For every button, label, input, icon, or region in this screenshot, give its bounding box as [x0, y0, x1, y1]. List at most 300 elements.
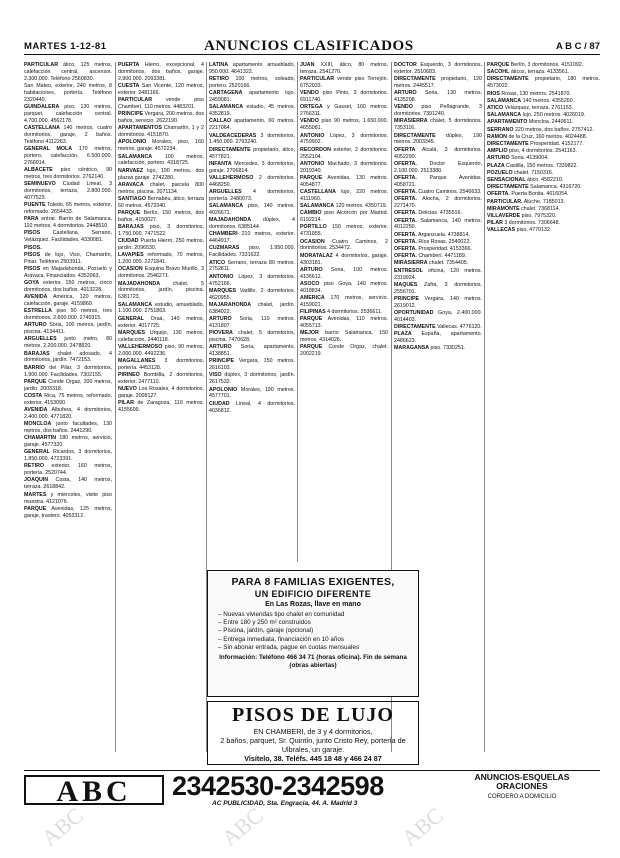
ad-keyword: ARGUELLES [24, 336, 57, 343]
ad-text: exterior, 160 metros, portería. 2520744. [24, 463, 112, 477]
classified-ad [118, 316, 204, 330]
ad-text: exterior, 150 metros, cinco dormitorios, dos baños. 4013228. [24, 279, 112, 293]
classified-ad [118, 400, 204, 414]
ad-text: Chamartín, 1 y 2 dormitorios. 4151870. [118, 125, 204, 139]
classified-ad [487, 177, 600, 184]
ad-keyword: DOCTOR [394, 62, 417, 68]
ad-text: San Mateo, exterior, 240 metros, 8 habitaciones, portería. Teléfono 2320440. [24, 83, 112, 103]
ad-keyword: DIRECTAMENTE [487, 140, 529, 147]
ad-text: Prosperidad. 4153366. [416, 246, 472, 253]
classified-ad [118, 302, 204, 316]
ad-keyword: JUAN [300, 62, 315, 68]
ad-text: propietario, ático, 4577821. [209, 146, 295, 160]
ad-keyword: AMERICA [300, 294, 325, 301]
ad-keyword: SALAMANCA [118, 301, 153, 308]
ad-keyword: VENDO [300, 118, 319, 125]
ad-text: Avenidas, 125 metros, garaje, trastero. 4053312. [24, 505, 112, 519]
ad-keyword: BARRIO [24, 364, 45, 371]
page-footer [24, 770, 600, 811]
ad-text: España, apartamento. 2486623. [394, 331, 482, 345]
ad-contact-info: Información: Teléfono 466 34 71 (horas oficina). Fin de semana (obras abiertas) [219, 654, 407, 670]
classified-ad [487, 199, 600, 206]
ad-keyword: DIRECTAMENTE [394, 324, 436, 331]
ad-keyword: MIRASIERRA [394, 118, 428, 125]
ad-keyword: PISOS [24, 251, 41, 258]
ad-text: Machado, 3 dormitorios. 2019340. [300, 160, 388, 174]
classified-ad [209, 161, 295, 175]
classified-ad [209, 401, 295, 415]
classified-ad [394, 147, 482, 161]
ad-keyword: PRINCIPE [209, 358, 235, 365]
ad-keyword: LATINA [209, 62, 229, 68]
ad-text: Soria, 130 metros. 4135208. [394, 90, 482, 104]
ad-text: Mercedes, 3 dormitorios, garaje. 2706814. [209, 160, 295, 174]
ad-text: Toledo, 65 metros, exterior, reformado. 2654433. [24, 202, 112, 216]
classified-ad [24, 393, 112, 407]
classified-ad [487, 119, 600, 126]
ad-keyword: ENTRESOL [394, 267, 423, 274]
classified-ad [300, 175, 388, 189]
classified-ad [394, 118, 482, 132]
ad-text: Costa, 140 metros, terraza. 2618842. [24, 477, 112, 491]
ad-keyword: SACOHL [487, 69, 510, 76]
ad-text: Rosas, 130 metros. 2541870. [499, 90, 571, 97]
ad-keyword: GENERAL [118, 315, 144, 322]
ad-keyword: MAQUES [394, 281, 418, 288]
ad-keyword: RETIRO [24, 463, 45, 470]
classified-ad [24, 435, 112, 449]
pisos-de-lujo-display-ad [207, 701, 419, 765]
ad-title: PISOS DE LUJO [232, 704, 394, 726]
ad-text: 100 metros, calefacción, portero. 4318725. [118, 153, 204, 167]
ad-keyword: PARTICULAR. [487, 198, 523, 205]
ad-keyword: OFERTA [394, 146, 416, 153]
ad-text: chalet. 7150316. [512, 169, 554, 176]
classified-ad [118, 386, 204, 400]
ad-text: reformado, 70 metros, 1.200.000. 2271841. [118, 252, 204, 266]
ad-text: Bombilla, 2 dormitorios, exterior. 2477110. [118, 372, 204, 386]
ad-text: 3 dormitorios, portería. 4453128. [118, 358, 204, 371]
classified-ad [118, 83, 204, 97]
classified-ad [209, 245, 295, 259]
ad-keyword: MAGALLANES [118, 358, 156, 364]
ad-text: Salamanca, 140 metros. 4012250. [394, 217, 482, 231]
classified-ad [24, 477, 112, 491]
ad-keyword: PARQUE [24, 505, 47, 512]
ad-keyword: CHAMARTIN [24, 435, 57, 442]
ad-text: barrio Salamanca, 150 metros. 4314026. [300, 330, 388, 344]
ad-text: Berlín, 150 metros, dos baños. 4150027. [118, 210, 204, 223]
ad-text: 3 dormitorios. 7306648. [502, 220, 561, 227]
ad-text: Ciudad Lineal, 3 dormitorios, terraza, 2.800.000. 4077523. [24, 181, 112, 201]
classified-ad [300, 239, 388, 253]
ad-keyword: OFERTA. [394, 160, 417, 167]
ad-text: Puerta Hierro, 250 metros, jardín. 2096530. [118, 238, 204, 252]
ad-text: oficina, 120 metros. 2319924. [394, 267, 482, 281]
ad-subheadline: UN EDIFICIO DIFERENTE [254, 589, 372, 599]
classified-ad [24, 407, 112, 421]
ad-keyword: AMPLIO [487, 148, 508, 155]
ad-keyword: ANTONIO [209, 273, 234, 280]
ad-text: chalet, jardín. 6384022. [209, 301, 295, 315]
ad-text: 4 dormitorios, garaje. 4303181. [300, 252, 388, 266]
ad-text: Soria, apartamento. 4138851. [209, 344, 295, 358]
ad-keyword: OFERTA. [394, 231, 417, 238]
ad-keyword: VENDO [300, 90, 319, 97]
classified-ad [394, 324, 482, 331]
classified-ad [300, 267, 388, 281]
ad-keyword: FILIPINAS [300, 309, 326, 316]
ad-text: Parque Avenidas. 4058721. [394, 174, 482, 188]
ad-keyword: ESTRELLA [24, 308, 52, 315]
classified-ad [300, 210, 388, 224]
classified-ad [300, 133, 388, 147]
ad-keyword: CARTAGENA [209, 90, 243, 97]
classified-ad [118, 111, 204, 125]
ad-text: Los Rosales, 4 dormitorios, garaje. 2008127. [118, 386, 204, 400]
ad-text: Vallecas. 4776120. [435, 324, 482, 331]
ad-keyword: PARTICULAR [300, 76, 335, 83]
ad-keyword: PILAR [487, 220, 503, 227]
ad-text: piso, 130 metros, parquet, calefacción central. 4.700.000. 4562178. [24, 104, 112, 124]
ad-text: chalet. 7368114. [519, 205, 560, 212]
ad-feature-list [208, 611, 418, 652]
obituary-label: ANUNCIOS-ESQUELAS [474, 772, 570, 782]
classified-ad [24, 294, 112, 308]
ad-keyword: CASTELLANA [300, 188, 336, 195]
ad-keyword: DIRECTAMENTE [209, 146, 251, 153]
ad-text: apartamento, 60 metros. 2217064. [209, 118, 295, 132]
ad-text: 140 metros. 4355260. [521, 97, 575, 104]
ad-keyword: MEJOR [300, 330, 319, 337]
classified-ad [300, 295, 388, 309]
ad-text: Serrano, terraza 80 metros. 2752811. [209, 259, 295, 273]
ad-text: piso Pinto, 3 dormitorios. 6911740. [300, 90, 388, 104]
ad-headline: PARA 8 FAMILIAS EXIGENTES, [231, 576, 395, 588]
classified-ad [24, 322, 112, 336]
classified-ad [300, 281, 388, 295]
ad-keyword: OFERTA. [394, 246, 417, 253]
ad-keyword: PUERTA [118, 62, 140, 68]
ad-keyword: MARAGANSA [394, 345, 430, 352]
page-number: A B C / 87 [556, 41, 600, 52]
classified-ad [118, 62, 204, 83]
ad-keyword: BARAJAS [24, 350, 50, 357]
ad-keyword: OFERTA. [394, 188, 417, 195]
ad-keyword: OFERTA. [394, 174, 417, 181]
ad-keyword: NUEVO [118, 386, 137, 393]
ad-text: piso, 3 dormitorios, 1.750.000. 7471522. [118, 224, 204, 238]
ad-keyword: APOLONIO [118, 139, 147, 146]
ad-text: 140 metros, cuatro dormitorios, garaje, 2 baños. Teléfono 4112263. [24, 125, 112, 145]
ad-keyword: PARQUE [24, 378, 47, 385]
ad-keyword: ATICO [209, 259, 226, 266]
classified-ad [394, 246, 482, 253]
classified-ad [24, 506, 112, 520]
classified-ad [394, 175, 482, 189]
ad-keyword: OFERTA. [394, 253, 417, 260]
ad-text: 170 metros, portero, calefacción. 6.500.000. 2766014. [24, 146, 112, 166]
ad-keyword: MORATALAZ [300, 252, 333, 259]
classified-ad [209, 175, 295, 189]
ad-text: junto metro, 80 metros, 2.200.000. 2478820. [24, 336, 112, 350]
ad-text: ático. 4582210. [525, 176, 564, 183]
ad-keyword: OPORTUNIDAD [394, 309, 434, 316]
ad-keyword: ARGUELLES [209, 188, 242, 195]
ad-text: Oraá, 140 metros, exterior. 4017725. [118, 315, 204, 329]
ad-text: Vergara, 150 metros. 2616103. [209, 358, 295, 372]
ad-keyword: CALLAO [209, 118, 232, 125]
ad-keyword: VILLAVERDE [487, 212, 521, 219]
ad-keyword: BARAJAS [118, 224, 144, 231]
ad-keyword: NARVAEZ [118, 167, 144, 174]
ad-text: Hierro, excepcional, 4 dormitorios, dos baños, garaje. 2.900.000. 2093381. [118, 62, 204, 82]
classified-ad [118, 330, 204, 344]
classified-ad [487, 127, 600, 134]
ad-keyword: SANTIAGO [118, 195, 146, 202]
ad-text: 4 dormitorios. 2536611. [325, 309, 383, 316]
ad-keyword: PUENTE [24, 202, 46, 209]
ad-text: piso 90 metros, 1.650.000. 4655081. [300, 118, 388, 132]
ad-text: Avenidas, 110 metros. 4055713. [300, 316, 388, 330]
obituary-ads-box [444, 773, 600, 801]
ad-text: de lujo, Viso, Chamartín, Pinar. Teléfono 2503911. [24, 251, 112, 265]
ad-keyword: GENERAL [24, 449, 50, 456]
ad-text: Alcalá, 3 dormitorios. 4052290. [394, 146, 482, 160]
home-service-label: CORDERO A DOMICILIO [487, 794, 557, 800]
ad-text: Salamanca. 4316720. [528, 184, 582, 191]
ad-text: ático, 125 metros, calefacción central, ascensor. 2.300.000. Teléfono 2560830. [24, 62, 112, 82]
ad-phone-numbers: 2342530-2342598 [172, 771, 384, 801]
column-divider [297, 62, 298, 562]
ad-text: exterior, 2 dormitorios. 2552104. [300, 146, 388, 160]
classified-ad [118, 196, 204, 210]
ad-keyword: SALAMANCA [487, 97, 522, 104]
classified-ad [487, 76, 600, 90]
ad-keyword: MIRAMONTE [487, 205, 520, 212]
classified-ad [24, 492, 112, 506]
ad-text: 3 dormitorios, 1.450.000. 2793240. [209, 132, 295, 146]
ad-text: entrar. Barrio de Salamanca, 110 metros, 4 dormitorios. 2448510. [24, 216, 112, 230]
ad-keyword: SALAMANCA [209, 104, 244, 111]
classified-ad [394, 90, 482, 104]
las-rozas-display-ad [207, 570, 419, 697]
classified-ad [24, 351, 112, 365]
ad-text: América, 120 metros, calefacción, garaje. 4159860. [24, 294, 112, 307]
classified-ad [300, 344, 388, 358]
ad-keyword: OFERTA. [394, 210, 417, 217]
ad-text: piso. 7975320. [520, 212, 557, 219]
watermark: ABC [216, 802, 268, 851]
classified-ad [24, 379, 112, 393]
ad-keyword: ARTURO [300, 266, 323, 273]
ad-keyword: DIRECTAMENTE [394, 132, 436, 139]
ad-keyword: MARQUES [118, 329, 146, 336]
ad-text: Doctor Esquerdo, 2.100.000. 2513380. [394, 160, 482, 174]
classified-ad [24, 125, 112, 146]
classified-ad [24, 181, 112, 202]
ad-feature: – Entre 180 y 250 m² construidos [218, 619, 408, 627]
ad-text: López, 3 dormitorios. 4752166. [209, 273, 295, 287]
classified-ad [487, 134, 600, 141]
ad-text: Ricardos, 3 dormitorios, 1.850.000. 4723391. [24, 449, 112, 463]
ad-keyword: RETIRO [209, 76, 230, 83]
classified-ad [24, 202, 112, 216]
classified-ad [209, 76, 295, 90]
ad-keyword: LAVAPIES [118, 252, 144, 259]
classified-ad [394, 218, 482, 232]
ad-keyword: MARQUES [209, 287, 237, 294]
ad-text: XXIII, ático, 80 metros, terraza. 2541270. [300, 62, 388, 75]
classified-ad [24, 167, 112, 181]
ad-text: lujo, 250 metros. 4026019. [521, 112, 586, 119]
ad-phones: Visítelo, 38. Teléfs. 445 18 48 y 466 24 87 [244, 754, 382, 763]
ad-text: estudio, amueblado, 1.100.000. 2751863. [118, 301, 204, 315]
ad-keyword: DIRECTAMENTE [487, 76, 529, 83]
ad-keyword: PARTICULAR [118, 97, 153, 104]
ad-keyword: PISOS. [24, 244, 42, 251]
ad-keyword: MAJADAHONDA [209, 217, 252, 224]
issue-date: MARTES 1-12-81 [24, 41, 107, 52]
classified-ad [487, 213, 600, 220]
ad-text: chalet. 7354405. [427, 260, 469, 267]
classified-ad [487, 191, 600, 198]
ad-text: Morales, 190 metros. 4577701. [209, 386, 295, 400]
ad-keyword: INFANTA [209, 160, 232, 167]
ad-keyword: SALAMANCA [209, 203, 244, 210]
classified-ad [394, 133, 482, 147]
ad-text: piso, 140 metros. 4026671. [209, 203, 295, 216]
classified-ad [394, 210, 482, 217]
classified-ad [118, 154, 204, 168]
classified-ad [487, 69, 600, 76]
ad-keyword: APARTAMENTO [487, 119, 528, 126]
ad-keyword: VISO [209, 372, 222, 379]
classified-ad [300, 309, 388, 316]
classified-ad [487, 91, 600, 98]
ad-keyword: GENERAL MOLA [24, 146, 73, 153]
classified-ad [300, 224, 388, 238]
ad-keyword: PARQUE [487, 62, 510, 68]
ad-text: Esquerdo, 3 dormitorios, exterior. 2510683. [394, 62, 482, 75]
ad-text: dúplex, 190 metros. 2003345. [394, 132, 482, 146]
ad-keyword: MIRASIERRA [394, 260, 428, 267]
classified-ad [487, 148, 600, 155]
classified-ad [24, 245, 112, 252]
classified-ad [300, 316, 388, 330]
ad-keyword: OCASION [118, 266, 143, 273]
classified-ad [209, 274, 295, 288]
ad-text: Urquijo, 130 metros, calefacción. 2440118. [118, 329, 204, 343]
classified-ad [209, 189, 295, 203]
ad-feature: – Piscina, jardín, garaje (opcional) [218, 627, 408, 635]
ad-text: dúplex, 3 dormitorios, jardín. 2617532. [209, 372, 295, 386]
ad-text: Rica, 75 metros, reformado, exterior. 4153090. [24, 392, 112, 406]
classified-ad [118, 139, 204, 153]
ad-text: dúplex, 4 dormitorios. 6385144. [209, 217, 295, 231]
classified-ad [118, 344, 204, 358]
ad-text: 150 metros, exterior. 4731055. [300, 224, 388, 238]
ad-keyword: SALAMANCA [300, 203, 335, 210]
ad-keyword: DIRECTAMENTE [487, 184, 529, 191]
ad-text: 100 metros, soleado, portero. 2520166. [209, 76, 295, 90]
ad-keyword: VALLECAS [487, 227, 516, 234]
classified-ad [118, 224, 204, 238]
ad-keyword: OCASION [300, 238, 325, 245]
ad-text: y miércoles, visite piso muestra. 4121076. [24, 491, 112, 505]
prayers-label: ORACIONES [496, 781, 548, 791]
classified-ad [487, 112, 600, 119]
ad-keyword: PARQUE [300, 316, 323, 323]
ad-keyword: RIOS [487, 90, 500, 97]
ad-keyword: ARTURO [209, 315, 232, 322]
ad-keyword: ALBACETE [24, 167, 53, 174]
classified-ad [487, 206, 600, 213]
classified-ad [300, 147, 388, 161]
classified-ad [300, 330, 388, 344]
ad-text: Delicias. 4735516. [416, 210, 462, 217]
ad-text: Moncloa. 2440611. [527, 119, 574, 126]
classified-ad [24, 104, 112, 125]
classified-ad [300, 161, 388, 175]
classified-ad [209, 372, 295, 386]
ad-text: chalet, 5 dormitorios, jardín, piscina. 6381723. [118, 280, 204, 301]
classified-ad [487, 220, 600, 227]
ads-column-1 [24, 62, 112, 752]
classified-ad [209, 217, 295, 231]
ad-keyword: RECORDON [300, 146, 331, 153]
ad-keyword: VALLEHERMOSO [118, 343, 163, 350]
ad-text: piso céntrico, 90 metros, tres dormitorios. 2762140. [24, 167, 112, 180]
ad-text: Esquina Bravo Murillo, 3 dormitorios. 2546271. [118, 266, 204, 280]
section-title: ANUNCIOS CLASIFICADOS [204, 38, 414, 54]
ad-text: Prosperidad. 4152177. [528, 140, 584, 147]
ad-keyword: CAMBIO [300, 210, 322, 217]
ad-text: 220 metros, dos baños. 2757412. [513, 126, 594, 133]
classified-ad [394, 161, 482, 175]
ad-keyword: GUINDALERA [24, 104, 60, 111]
ad-keyword: OFERTA. [394, 196, 417, 203]
classified-ad [394, 196, 482, 210]
ad-keyword: PARQUE [300, 344, 323, 351]
ad-text: 2 dormitorios. 4468250. [209, 174, 295, 188]
classified-ad [300, 253, 388, 267]
ad-text: piso Goya, 140 metros. 4018834. [300, 280, 388, 294]
classified-ad [24, 463, 112, 477]
ad-keyword: POZUELO [487, 169, 513, 176]
ad-keyword: APOLONIO [209, 386, 238, 393]
classified-ad [394, 76, 482, 90]
classified-ad [209, 133, 295, 147]
ad-keyword: APARTAMENTOS [118, 125, 162, 132]
ad-keyword: OFERTA. [487, 191, 510, 198]
classified-ad [487, 141, 600, 148]
ad-text: Morales, piso, 160 metros, garaje. 4572234. [118, 139, 204, 153]
ad-text: 170 metros, servicio. 4159021. [300, 294, 388, 308]
ad-text: Soria, 110 metros. 4131807. [209, 315, 295, 329]
ad-keyword: SEMINUEVO [24, 181, 56, 188]
ad-keyword: GOYA [24, 279, 40, 286]
ad-keyword: ARTURO [209, 344, 232, 351]
classified-ad [118, 182, 204, 196]
classified-ad [24, 280, 112, 294]
ad-text: piso Peñagrande, 3 dormitorios. 7391240. [394, 104, 482, 118]
ad-text: Cuatro Caminos, 2 dormitorios. 2534472. [300, 238, 388, 252]
classified-ad [300, 62, 388, 76]
column-divider [115, 62, 116, 752]
ad-text: de Zaragoza, 110 metros. 4155609. [118, 400, 204, 414]
ad-text: Avenidas, 130 metros. 4054877. [300, 174, 388, 188]
